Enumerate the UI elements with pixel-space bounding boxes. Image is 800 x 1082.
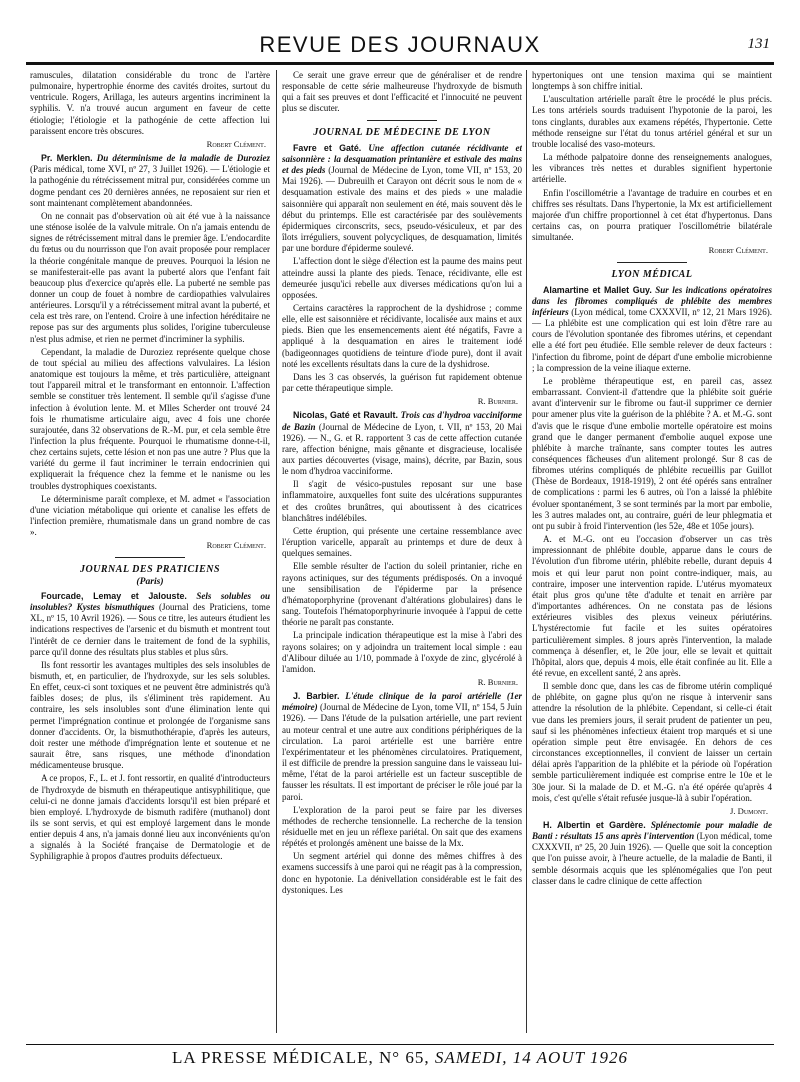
column-rule <box>526 70 527 1033</box>
article-author: H. Albertin et Gardère. <box>543 820 646 830</box>
paragraph: Il s'agit de vésico-pustules reposant sur une base inflammatoire, auxquelles font suite des ulcérations suppurantes et des croûtes brunâtres, qui aboutissent à des cicatrices blanchâtres indélébiles. <box>282 479 522 523</box>
signature: R. Burnier. <box>477 396 518 407</box>
column-2 <box>282 70 522 1035</box>
page-number: 131 <box>747 36 770 52</box>
section-title: JOURNAL DES PRATICIENS <box>79 563 221 575</box>
footer-date: SAMEDI, 14 AOUT 1926 <box>434 1048 628 1067</box>
article-title: Trois cas d'hydroa vacciniforme de Bazin <box>282 410 522 432</box>
article-text: (Lyon médical, tome CXXXVII, nº 25, 20 Juin 1926). — Quelle que soit la conception que l'on puisse avoir, à l'heure actuelle, de la maladie de Banti, il semble désormais acquis que les splénomégalies que l'on peut classer dans le cadre clinique de cette affection <box>532 831 772 886</box>
paragraph: ramuscules, dilatation considérable du tronc de l'artère pulmonaire, hypertrophie énorme des cavités droites, surtout du ventricule. Rogers, Arillaga, les auteurs argentins incriminent la syphilis. V. n'a trouvé aucun argument en faveur de cette étiologie; l'étiologie et la pathogénie de cette affection lui paraissent encore très obscures. <box>30 70 270 136</box>
article-author: Nicolas, Gaté et Ravault. <box>293 410 398 421</box>
paragraph: L'affection dont le siège d'élection est la paume des mains peut atteindre aussi la plante des pieds. Tenace, récidivante, elle est demeurée jusqu'ici rebelle aux diverses médications qu'on lui a opposées. <box>282 256 522 300</box>
article-author: Alamartine et Mallet Guy. <box>543 284 652 295</box>
article-title: Du déterminisme de la maladie de Duroziez <box>96 153 270 164</box>
paragraph: La méthode palpatoire donne des renseignements analogues, les vibrances très nettes et durables signifient hypertonie artérielle. <box>532 152 772 185</box>
paragraph: Ils font ressortir les avantages multiples des sels insolubles de bismuth, et, en particulier, de l'hydroxyde, sur les sels solubles. En effet, ceux-ci sont toxiques et ne peuvent être administrés qu'à faibles doses; de plus, ils s'éliminent très rapidement. Au contraire, les sels insolubles sont d'une élimination lente qui permet l'imprégnation continue et prolongée de l'organisme sans donner d'accidents. Or, la bismuthothérapie, d'après les auteurs, doit rester une méthode d'imprégnation lente et soutenue et ne saurait être, sans risques, une méthode d'inondation médicamenteuse brusque. <box>30 659 270 771</box>
article-fourcade <box>30 591 270 658</box>
paragraph: On ne connait pas d'observation où ait été vue à la naissance une sténose isolée de la valvule mitrale. On n'a jamais entendu de signes de rétrécissement mitral dans le premier âge. L'endocardite du fœtus ou du nourrisson que l'on avait proposée pour remplacer la théorie congénitale manque de preuves. Pourquoi la lésion ne se manifesterait-elle pas avant la puberté alors que l'enfant fait beaucoup plus d'exercice qu'après elle. La puberté ne semble pas donner un coup de fouet à nombre de cardiopathies valvulaires antérieures. Lorsqu'il y a rétrécissement mitral avant la puberté, et cela est très rare, on l'entend. Croire à une infection héréditaire ne repose pas sur des arguments plus solides, l'origine tuberculeuse n'est plus admise, et rien ne permet d'incriminer la syphilis. <box>30 210 270 344</box>
signature: Robert Clément. <box>708 245 768 256</box>
article-author: Fourcade, Lemay et Jalouste. <box>41 590 187 601</box>
article-text: (Lyon médical, tome CXXXVII, nº 12, 21 Mars 1926). — La phlébite est une complication qui est loin d'être rare au cours de l'évolution spontanée des fibromes utérins, et cependant elle a été fort peu étudiée. Elle semble relever de deux facteurs : l'infection du fibrome, point de départ d'une embolie microbienne ; la compression de la veine iliaque externe. <box>532 306 772 373</box>
column-1 <box>30 70 270 1035</box>
paragraph: Le déterminisme paraît complexe, et M. admet « l'association d'une viciation métabolique qui oriente et canalise les effets de l'infection première, rhumatismale dans un grand nombre de cas ». <box>30 493 270 538</box>
section-divider <box>617 262 687 263</box>
article-text: (Paris médical, tome XVI, nº 27, 3 Juillet 1926). — L'étiologie et la pathogénie du rétrécissement mitral pur, considérées comme un dogme pendant ces 20 dernières années, ne reposaient sur rien et sont maintenant complètement abandonnées. <box>30 164 270 208</box>
paragraph: A ce propos, F., L. et J. font ressortir, en qualité d'introducteurs de l'hydroxyde de bismuth en thérapeutique antisyphilitique, que celui-ci ne donne jamais d'accidents lorsqu'il est bien préparé et bien employé. L'hydroxyde de bismuth radifère (muthanol) dont ils se sont servis, et qui est employé largement dans le monde entier depuis 4 ans, n'a jamais donné lieu aux inconvénients qu'on a signalés à la Société française de Dermatologie et de Syphiligraphie à propos d'autres produits défectueux. <box>30 773 270 862</box>
page-footer <box>0 1048 800 1068</box>
paragraph: Dans les 3 cas observés, la guérison fut rapidement obtenue par cette thérapeutique simple. <box>282 371 522 394</box>
article-text: (Journal de Médecine de Lyon, tome VII, nº 154, 5 Juin 1926). — Dans l'étude de la pulsation artérielle, une part revient au moteur central et une autre aux conditions périphériques de la circulation. La paroi artérielle est une barrière entre l'expérimentateur et les phénomènes circulatoires. Pratiquement, il est difficile de prendre la pression sanguine dans le vaisseau lui-même, l'état de la paroi artérielle est un facteur susceptible de fausser les résultats. Il est important de préciser le rôle joué par la paroi. <box>282 702 522 802</box>
section-divider <box>367 120 437 121</box>
footer-rule <box>26 1044 774 1045</box>
article-text: (Journal de Médecine de Lyon, t. VII, nº 153, 20 Mai 1926). — N., G. et R. rapportent 3 cas de cette affection cutanée rare, affection bénigne, mais gênante et disgracieuse, localisée aux parties découvertes (visage, mains), décrite, par Bazin, sous le nom d'hydroa vacciniforme. <box>282 421 522 477</box>
column-3 <box>532 70 772 1035</box>
paragraph: Le problème thérapeutique est, en pareil cas, assez embarrassant. Convient-il d'attendre que la phlébite soit guérie avant d'intervenir sur le fibrome ou faut-il supprimer ce dernier pour amener plus vite la guérison de la phlébite ? A. et M.-G. sont d'avis que le risque d'une embolie mortelle opératoire est moins grand que le danger permanent d'embolie auquel expose une phlébite à marche traînante, sans compter toutes les autres conséquences fâcheuses d'un alitement prolongé. Sur 8 cas de fibromes utérins compliqués de phlébite recueillis par Guillot (Thèse de Bordeaux, 1918-1919), 2 ont été opérés sans entraîner de complications : parmi les 6 autres, où l'on a laissé la phlébite évoluer spontanément, 3 se sont terminés par la mort par embolie, les 3 autres malades ont, au contraire, guéri de leur phlegmatia et ont pu subir à froid l'intervention (les 52e, 48e et 105e jours). <box>532 375 772 531</box>
article-author: J. Barbier. <box>293 691 340 702</box>
header-rule <box>26 62 774 65</box>
article-nicolas <box>282 410 522 477</box>
paragraph: A. et M.-G. ont eu l'occasion d'observer un cas très impressionnant de phlébite double, apparue dans le cours de l'évolution d'un fibrome utérin, phlébite rebelle, durant depuis 4 mois et qui leur parut non point contre-indiquer, mais, au contraire, imposer une intervention rapide. L'utérus myomateux était plus gros qu'une tête d'adulte et tenait en arrière par d'importantes adhérences. On ne constata pas de lésions extérieures visibles des plexus veineux périutérins. L'hystérectomie fut facile et les suites opératoires particulièrement simples. 8 jours après l'intervention, la malade commença à désenfler, et, le 20e jour, elle se levait et quittait l'hôpital, alors que, depuis 4 mois, elle était confinée au lit. Elle a été revue, en excellent santé, 2 ans après. <box>532 534 772 678</box>
article-merklen <box>30 153 270 209</box>
article-author: Pr. Merklen. <box>41 153 93 164</box>
signature: Robert Clément. <box>206 138 266 149</box>
section-title: JOURNAL DE MÉDECINE DE LYON <box>313 126 491 138</box>
paragraph: hypertoniques ont une tension maxima qui se maintient longtemps à son chiffre initial. <box>532 70 772 92</box>
section-subtitle: (Paris) <box>136 575 164 587</box>
column-rule <box>276 70 277 1033</box>
paragraph: Cette éruption, qui présente une certaine ressemblance avec l'éruption varicelle, apparaît au printemps et dure de deux à quelques semaines. <box>282 525 522 559</box>
article-title: Sels solubles ou insolubles? Kystes bismuthiques <box>30 590 270 613</box>
paragraph: Un segment artériel qui donne des mêmes chiffres à des examens successifs à une paroi qui ne réagit pas à la compression, donc en hypotonie. La dénivellation considérable est le fait des dystoniques. Les <box>282 851 522 895</box>
paragraph: Elle semble résulter de l'action du soleil printanier, riche en rayons actiniques, sur des téguments prédisposés. On a invoqué une sensibilisation de l'épiderme par la présence d'hématoporphyrine (provenant d'altérations globulaires) dans le sang. Toutefois l'hématoporphyrinurie invoquée à l'appui de cette théorie ne paraît pas constante. <box>282 561 522 628</box>
article-author: Favre et Gaté. <box>293 142 362 153</box>
paragraph: La principale indication thérapeutique est la mise à l'abri des rayons solaires; on y adjoindra un traitement local simple : eau d'Alibour diluée au 1/10, pommade à l'oxyde de zinc, glycérolé à l'amidon. <box>282 630 522 674</box>
paragraph: Certains caractères la rapprochent de la dyshidrose ; comme elle, elle est saisonnière et récidivante, localisée aux mains et aux pieds. Bien que les ensemencements aient été négatifs, Favre a appliqué à la desquamation en aires le traitement iodé (badigeonnages quotidiens de teinture d'iode pure), dont il avait noté les excellents résultats dans la cure de la dyshidrose. <box>282 302 522 369</box>
article-text: (Journal de Médecine de Lyon, tome VII, nº 153, 20 Mai 1926). — Dubreuilh et Carayon ont décrit sous le nom de « desquamation estivale des mains et des pieds » une maladie saisonnière qui apparaît non seulement en été, mais souvent dès le début du printemps. Elle est caractérisée par des soulèvements épidermiques circonscrits, secs, pseudo-vésiculeux, et par des îlots irréguliers, souvent polycycliques, de desquamation, limités par une bordure d'épiderme soulevé. <box>282 165 522 254</box>
paragraph: L'auscultation artérielle paraît être le procédé le plus précis. Les tons artériels sourds traduisent l'hypotonie de la paroi, les tons cinglants, durables aux examens répétés, l'hypertonie. Cette méthode renseigne sur l'état du tonus artériel général et sur un trouble localisé des vaso-moteurs. <box>532 94 772 149</box>
article-barbier <box>282 691 522 803</box>
signature: R. Burnier. <box>477 676 518 687</box>
article-title: L'étude clinique de la paroi artérielle (1er mémoire) <box>282 691 522 713</box>
article-albertin <box>532 820 772 887</box>
section-divider <box>115 557 185 558</box>
signature: Robert Clément. <box>206 540 266 551</box>
article-text: (Journal des Praticiens, tome XL, nº 15, 10 Avril 1926). — Sous ce titre, les auteurs étudient les indications respectives de l'arsenic et du bismuth et montrent tout l'intérêt de ce dernier dans le traitement de fond de la syphilis, parce qu'il donne des résultats plus stables et plus sûrs. <box>30 602 270 657</box>
article-title: Une affection cutanée récidivante et saisonnière : la desquamation printanière et estivale des mains et des pieds <box>282 142 522 176</box>
article-title: Splénectomie pour maladie de Banti : résultats 15 ans après l'intervention <box>532 820 772 842</box>
paragraph: Il semble donc que, dans les cas de fibrome utérin compliqué de phlébite, on gagne plus qu'on ne risque à intervenir sans attendre la résolution de la phlébite. Cependant, si celle-ci était vue dans les premiers jours, il serait prudent de patienter un peu, sauf si les phénomènes infectieux étaient trop marqués et si une opération simple peut être envisagée. En dehors de ces circonstances exceptionnelles, il convient de laisser un certain délai après l'apparition de la phlébite et la période où l'opération semble particulièrement indiquée est comprise entre le 10e et le 30e jour. Si la malade de D. et M.-G. n'a été opérée qu'après 4 mois, c'est qu'elle s'était refusée jusque-là à subir l'opération. <box>532 681 772 803</box>
paragraph: Ce serait une grave erreur que de généraliser et de rendre responsable de cette série malheureuse l'hydroxyde de bismuth qui a fait ses preuves et dont l'efficacité et l'innocuité ne peuvent plus se discuter. <box>282 70 522 114</box>
paragraph: Enfin l'oscillométrie a l'avantage de traduire en courbes et en chiffres ses résultats. Dans l'hypertonie, la Mx est artificiellement majorée d'un chiffre proportionnel à cet état d'hypertonus. Dans certains cas, on pourra pratiquer l'oscillométrie bilatérale simultanée. <box>532 187 772 243</box>
signature: J. Dumont. <box>730 805 768 816</box>
paragraph: Cependant, la maladie de Duroziez représente quelque chose de tout spécial au milieu des affections valvulaires. La lésion anatomique est toujours la même, et très particulière, atteignant tout l'appareil mitral et le transformant en entonnoir. L'affection semble se constituer très lentement. Il semble qu'il s'agisse d'une infection à évolution lente. M. et Mlles Scherder ont trouvé 24 fois le rhumatisme articulaire aigu, avec 4 fois une chorée surajoutée, dans 32 observations de R.-M. pur, et cela semble être l'infection la plus fréquente. Pourquoi le rhumatisme donne-t-il, chez certains sujets, cette lésion et non pas une autre ? Plus que la variété du germe il faut incriminer le terrain endocrinien qui expliquerait la fréquence chez la femme et le nanisme ou les troubles dystrophiques coexistants. <box>30 346 270 491</box>
section-title: LYON MÉDICAL <box>611 268 693 280</box>
article-title: Sur les indications opératoires dans les fibromes compliqués de phlébite des membres inférieurs <box>532 284 772 317</box>
paragraph: L'exploration de la paroi peut se faire par les diverses méthodes de recherche tensionnelle. La recherche de la tension résiduelle met en jeu un réflexe pariétal. On sait que des examens répétés et prolongés amènent une baisse de la Mx. <box>282 804 522 849</box>
article-favre <box>282 143 522 255</box>
footer-publication: LA PRESSE MÉDICALE, N° 65, <box>172 1048 430 1067</box>
article-alamartine <box>532 285 772 374</box>
page-header-title: REVUE DES JOURNAUX <box>259 32 541 57</box>
